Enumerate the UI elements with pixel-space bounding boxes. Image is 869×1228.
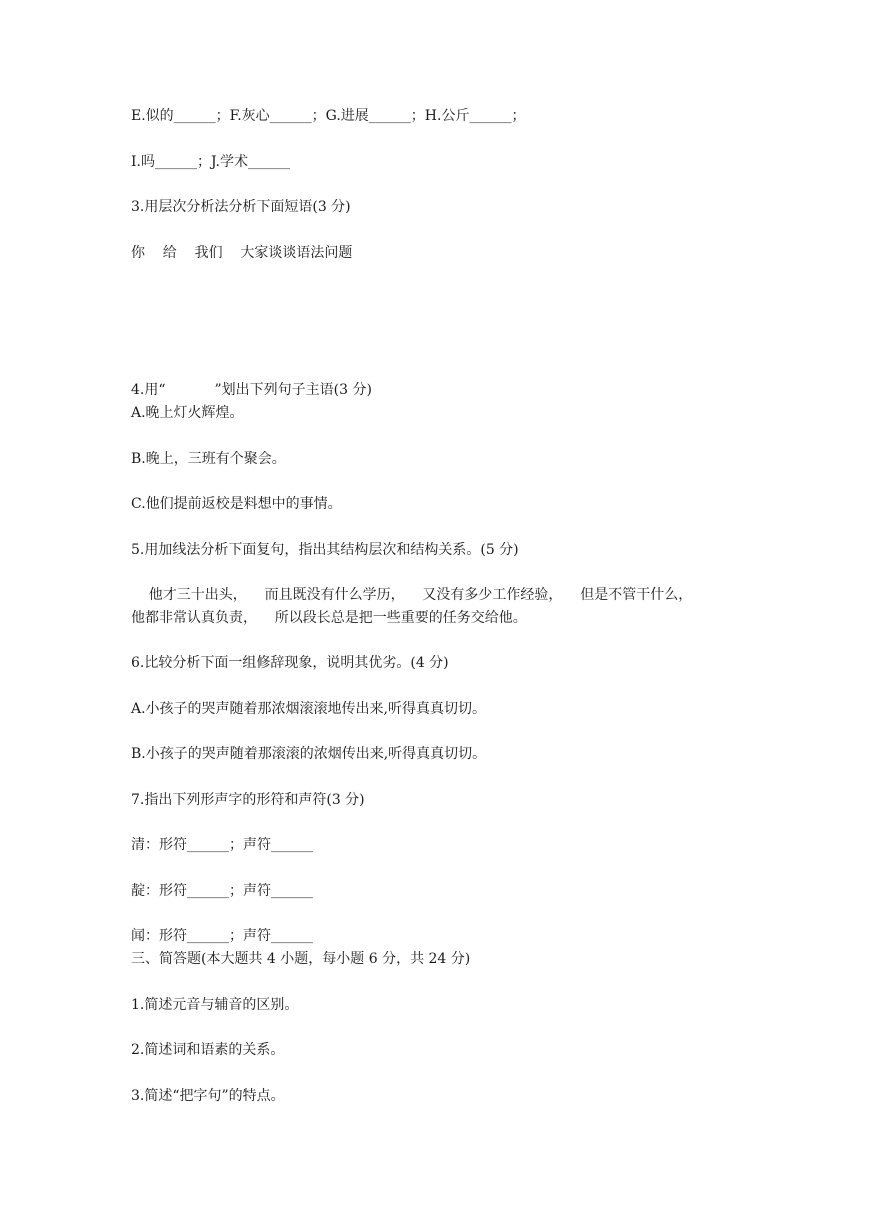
question-7-item-dian: 靛：形符______；声符______ (131, 883, 313, 899)
question-6-sentence-b: B.小孩子的哭声随着那滚滚的浓烟传出来,听得真真切切。 (131, 746, 487, 762)
question-6-heading: 6.比较分析下面一组修辞现象，说明其优劣。(4 分) (131, 655, 449, 671)
question-5-passage-line-2: 他都非常认真负责， 所以段长总是把一些重要的任务交给他。 (131, 610, 527, 626)
question-5-passage-line-1: 他才三十出头， 而且既没有什么学历， 又没有多少工作经验， 但是不管干什么， (131, 587, 693, 603)
question-5-heading: 5.用加线法分析下面复句，指出其结构层次和结构关系。(5 分) (131, 542, 519, 558)
question-4-sentence-a: A.晚上灯火辉煌。 (131, 405, 244, 421)
short-answer-3: 3.简述“把字句”的特点。 (131, 1088, 285, 1104)
fill-blank-line-i-to-j: I.吗______；J.学术______ (131, 154, 290, 170)
question-6-sentence-a: A.小孩子的哭声随着那浓烟滚滚地传出来,听得真真切切。 (131, 701, 487, 717)
question-4-sentence-c: C.他们提前返校是料想中的事情。 (131, 496, 342, 512)
short-answer-2: 2.简述词和语素的关系。 (131, 1042, 285, 1058)
question-7-item-qing: 清：形符______；声符______ (131, 837, 313, 853)
question-3-phrase: 你 给 我们 大家谈谈语法问题 (131, 245, 353, 261)
question-4-heading: 4.用“ ”划出下列句子主语(3 分) (131, 382, 372, 398)
question-7-heading: 7.指出下列形声字的形符和声符(3 分) (131, 792, 365, 808)
section-3-heading: 三、简答题(本大题共 4 小题，每小题 6 分，共 24 分) (131, 951, 471, 967)
question-3-heading: 3.用层次分析法分析下面短语(3 分) (131, 199, 351, 215)
short-answer-1: 1.简述元音与辅音的区别。 (131, 997, 299, 1013)
fill-blank-line-e-to-h: E.似的______；F.灰心______；G.进展______；H.公斤______； (131, 108, 526, 124)
question-7-item-wen: 闻：形符______；声符______ (131, 928, 313, 944)
question-4-sentence-b: B.晚上，三班有个聚会。 (131, 451, 286, 467)
